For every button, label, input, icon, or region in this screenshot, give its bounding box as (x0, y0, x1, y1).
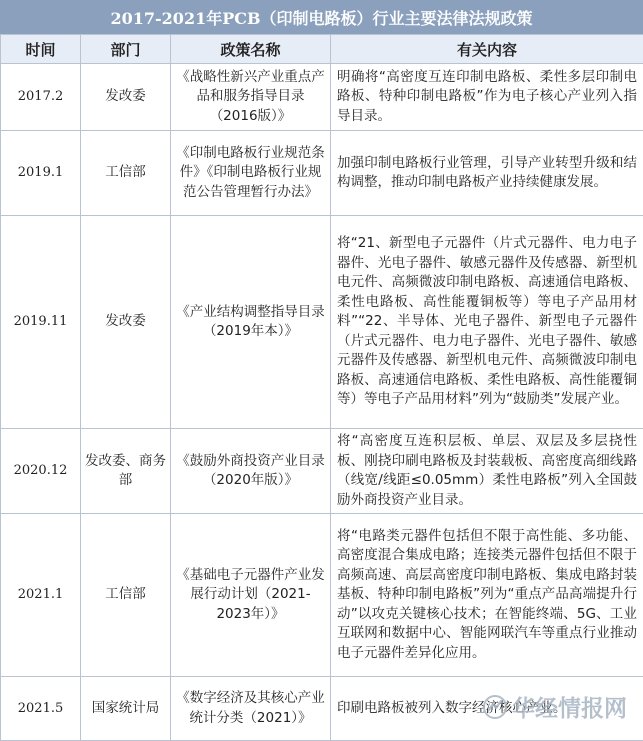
table-header-row (1, 35, 643, 64)
policy-table (0, 34, 643, 741)
cell-content: 加强印制电路板行业管理，引导产业转型升级和结构调整，推动印制电路板产业持续健康发展。 (331, 131, 643, 216)
cell-dept: 工信部 (81, 131, 171, 216)
page-title: 2017-2021年PCB（印制电路板）行业主要法律法规政策 (0, 0, 643, 34)
header-date: 时间 (1, 35, 81, 64)
cell-policy: 《印制电路板行业规范条件》《印制电路板行业规范公告管理暂行办法》 (171, 131, 331, 216)
cell-dept: 发改委 (81, 64, 171, 131)
cell-policy: 《战略性新兴产业重点产品和服务指导目录（2016版）》 (171, 64, 331, 131)
cell-date: 2021.5 (1, 677, 81, 741)
cell-policy: 《基础电子元器件产业发展行动计划（2021-2023年）》 (171, 514, 331, 677)
cell-date: 2021.1 (1, 514, 81, 677)
table-row (1, 216, 643, 429)
cell-content: 将“电路类元器件包括但不限于高性能、多功能、高密度混合集成电路；连接类元器件包括但不限于高频高速、高层高密度印制电路板、集成电路封装基板、特种印制电路板”列为“重点产品高端提升行动”以攻克关键核心技术；在智能终端、5G、工业互联网和数据中心、智能网联汽车等重点行业推动电子元器件差异化应用。 (331, 514, 643, 677)
cell-content: 将“21、新型电子元器件（片式元器件、电力电子器件、光电子器件、敏感元器件及传感器、新型机电元件、高频微波印制电路板、高速通信电路板、柔性电路板、高性能覆铜板等）等电子产品用材料”“22、半导体、光电子器件、新型电子元器件（片式元器件、电力电子器件、光电子器件、敏感元器件及传感器、新型机电元件、高频微波印制电路板、高速通信电路板、柔性电路板、高性能覆铜等）等电子产品用材料”列为“鼓励类”发展产业。 (331, 216, 643, 429)
cell-content: 将“高密度互连积层板、单层、双层及多层挠性板、刚挠印刷电路板及封装载板、高密度高细线路（线宽/线距≤0.05mm）柔性电路板”列入全国鼓励外商投资产业目录。 (331, 429, 643, 514)
cell-date: 2019.11 (1, 216, 81, 429)
cell-dept: 发改委 (81, 216, 171, 429)
table-row (1, 514, 643, 677)
header-content: 有关内容 (331, 35, 643, 64)
watermark (483, 690, 627, 723)
cell-date: 2019.1 (1, 131, 81, 216)
cell-dept: 发改委、商务部 (81, 429, 171, 514)
table-row (1, 131, 643, 216)
cell-content: 明确将“高密度互连印制电路板、柔性多层印制电路板、特种印制电路板”作为电子核心产业列入指导目录。 (331, 64, 643, 131)
header-policy: 政策名称 (171, 35, 331, 64)
table-row (1, 429, 643, 514)
watermark-text: 华经情报网 (512, 690, 627, 723)
huajing-logo-icon (483, 695, 507, 719)
table-row (1, 64, 643, 131)
cell-dept: 国家统计局 (81, 677, 171, 741)
cell-policy: 《鼓励外商投资产业目录（2020年版）》 (171, 429, 331, 514)
cell-content: 印刷电路板被列入数字经济核心产业。 (331, 677, 643, 741)
cell-date: 2017.2 (1, 64, 81, 131)
header-dept: 部门 (81, 35, 171, 64)
cell-policy: 《产业结构调整指导目录（2019年本）》 (171, 216, 331, 429)
cell-dept: 工信部 (81, 514, 171, 677)
cell-date: 2020.12 (1, 429, 81, 514)
cell-policy: 《数字经济及其核心产业统计分类（2021）》 (171, 677, 331, 741)
